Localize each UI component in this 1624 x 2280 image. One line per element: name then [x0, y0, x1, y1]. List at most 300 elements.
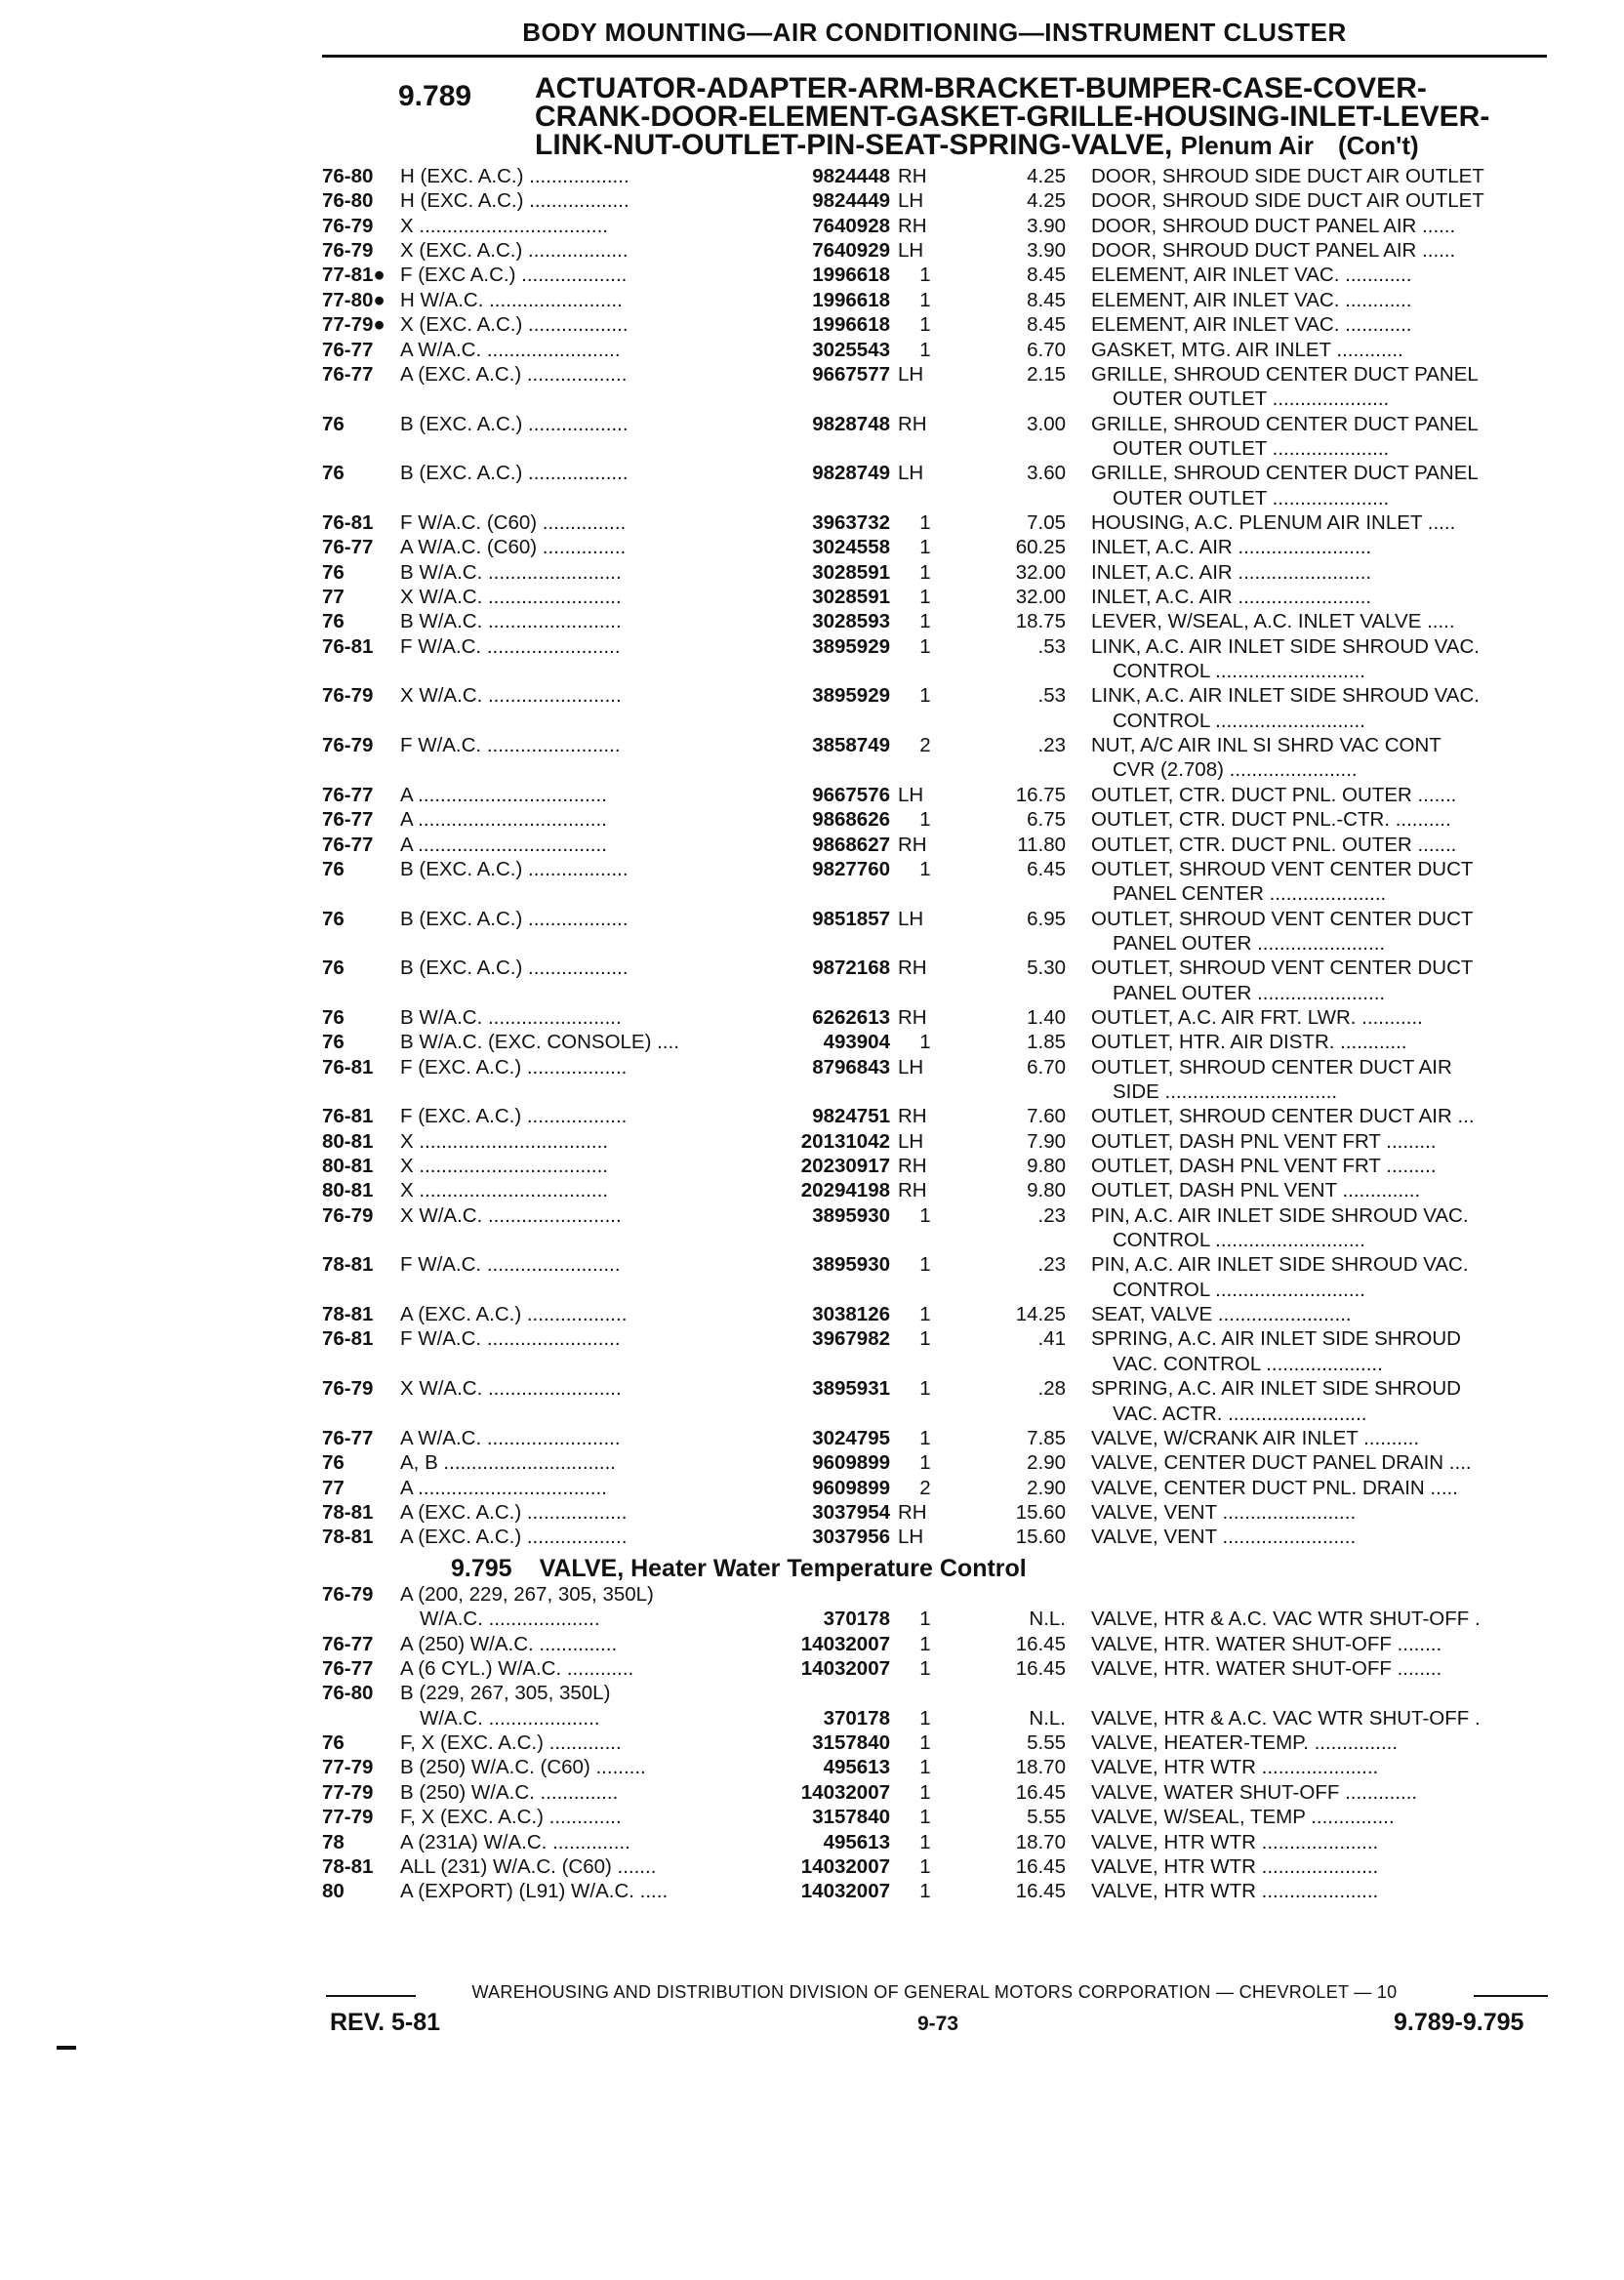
description-continued: CONTROL ...........................	[1113, 1229, 1365, 1251]
quantity: 1	[919, 1756, 931, 1779]
part-number: 14032007	[800, 1880, 890, 1903]
model-applicability: F (EXC. A.C.) ..................	[400, 1105, 628, 1128]
table-row	[0, 1129, 1624, 1154]
price: 5.55	[1027, 1731, 1066, 1755]
price: 4.25	[1027, 189, 1066, 213]
price: 2.90	[1027, 1476, 1066, 1499]
model-applicability: A ..................................	[400, 1476, 607, 1499]
table-row	[0, 1525, 1624, 1549]
quantity: RH	[898, 1005, 927, 1029]
model-years: 77-79●	[322, 313, 386, 337]
description: VALVE, HEATER-TEMP. ...............	[1091, 1731, 1399, 1755]
price: 7.90	[1027, 1129, 1066, 1153]
quantity: LH	[898, 1055, 924, 1079]
model-applicability: A (EXC. A.C.) ..................	[400, 1303, 628, 1326]
model-applicability: B (EXC. A.C.) ..................	[400, 907, 629, 930]
model-applicability: F, X (EXC. A.C.) .............	[400, 1731, 622, 1755]
quantity: 1	[919, 1451, 931, 1475]
model-years: 76	[322, 1005, 345, 1029]
quantity: 1	[919, 1608, 931, 1631]
price: 1.85	[1027, 1031, 1066, 1054]
description: INLET, A.C. AIR ........................	[1091, 536, 1372, 559]
description: HOUSING, A.C. PLENUM AIR INLET .....	[1091, 510, 1456, 534]
model-years: 76-79	[322, 734, 374, 757]
quantity: 1	[919, 536, 931, 559]
price: .23	[1037, 1203, 1066, 1227]
part-number: 7640928	[812, 214, 890, 237]
quantity: LH	[898, 462, 924, 485]
model-applicability: X ..................................	[400, 214, 609, 237]
model-years: 80-81	[322, 1155, 374, 1177]
quantity: 1	[919, 1657, 931, 1680]
model-years: 77-79	[322, 1780, 374, 1804]
model-years: 77	[322, 1476, 345, 1499]
description: VALVE, W/CRANK AIR INLET ..........	[1091, 1426, 1420, 1449]
model-applicability: H (EXC. A.C.) ..................	[400, 165, 629, 187]
model-applicability: A (EXC. A.C.) ..................	[400, 1500, 628, 1524]
model-applicability-continued: W/A.C. ....................	[420, 1608, 600, 1631]
price: 18.70	[1015, 1830, 1066, 1853]
model-years: 76-77	[322, 338, 374, 361]
model-years: 76	[322, 857, 345, 880]
description: VALVE, HTR. WATER SHUT-OFF ........	[1091, 1632, 1442, 1655]
table-row-continued	[0, 1278, 1624, 1302]
model-applicability: A ..................................	[400, 783, 607, 806]
model-applicability: H (EXC. A.C.) ..................	[400, 189, 629, 213]
model-years: 76-79	[322, 239, 374, 262]
price: 15.60	[1015, 1526, 1066, 1549]
part-number: 20230917	[800, 1155, 890, 1177]
part-number: 3028593	[812, 610, 890, 633]
description: OUTLET, SHROUD CENTER DUCT AIR	[1091, 1055, 1452, 1079]
part-number: 3157840	[812, 1806, 890, 1829]
part-number: 3024558	[812, 536, 890, 559]
section2-number: 9.795	[451, 1555, 512, 1582]
model-years: 76	[322, 1731, 345, 1755]
table-row-continued	[0, 757, 1624, 782]
part-number: 9609899	[812, 1451, 890, 1475]
model-years: 78-81	[322, 1253, 374, 1277]
table-row	[0, 1854, 1624, 1879]
section-title-line: ACTUATOR-ADAPTER-ARM-BRACKET-BUMPER-CASE-COVER-	[535, 72, 1427, 104]
description: DOOR, SHROUD SIDE DUCT AIR OUTLET	[1091, 165, 1484, 187]
description: GRILLE, SHROUD CENTER DUCT PANEL	[1091, 462, 1479, 485]
price: 6.75	[1027, 808, 1066, 832]
price: 16.45	[1015, 1657, 1066, 1680]
revision-label: REV. 5-81	[330, 2009, 441, 2036]
description: SPRING, A.C. AIR INLET SIDE SHROUD	[1091, 1377, 1461, 1401]
price: 6.95	[1027, 907, 1066, 930]
table-row	[0, 1706, 1624, 1730]
price: 6.70	[1027, 338, 1066, 361]
quantity: RH	[898, 412, 927, 435]
table-row-continued	[0, 436, 1624, 461]
table-row-continued	[0, 981, 1624, 1005]
quantity: RH	[898, 165, 927, 187]
model-applicability: X W/A.C. ........................	[400, 1377, 622, 1401]
description-continued: PANEL OUTER .......................	[1113, 931, 1386, 955]
model-years: 76-81	[322, 1327, 374, 1351]
table-row	[0, 783, 1624, 807]
table-row	[0, 1302, 1624, 1326]
quantity: 1	[919, 560, 931, 584]
table-row	[0, 1476, 1624, 1500]
quantity: 1	[919, 1706, 931, 1730]
quantity: 1	[919, 610, 931, 633]
description: GASKET, MTG. AIR INLET ............	[1091, 338, 1403, 361]
quantity: LH	[898, 1129, 924, 1153]
price: 8.45	[1027, 288, 1066, 311]
description: ELEMENT, AIR INLET VAC. ............	[1091, 313, 1412, 337]
description-continued: OUTER OUTLET .....................	[1113, 387, 1390, 411]
model-applicability: B (EXC. A.C.) ..................	[400, 412, 629, 435]
price: 9.80	[1027, 1179, 1066, 1202]
price: .53	[1037, 634, 1066, 658]
description: INLET, A.C. AIR ........................	[1091, 560, 1372, 584]
quantity: 1	[919, 808, 931, 832]
table-row	[0, 164, 1624, 188]
price: 3.00	[1027, 412, 1066, 435]
table-row	[0, 1055, 1624, 1079]
quantity: LH	[898, 783, 924, 806]
description: OUTLET, SHROUD CENTER DUCT AIR ...	[1091, 1105, 1475, 1128]
description: OUTLET, CTR. DUCT PNL. OUTER .......	[1091, 783, 1457, 806]
table-row	[0, 807, 1624, 832]
table-row-continued	[0, 881, 1624, 906]
price: 16.75	[1015, 783, 1066, 806]
description: OUTLET, SHROUD VENT CENTER DUCT	[1091, 857, 1474, 880]
model-years: 76-80	[322, 189, 374, 213]
model-years: 80-81	[322, 1129, 374, 1153]
price: 11.80	[1017, 833, 1066, 856]
part-number: 8796843	[812, 1055, 890, 1079]
quantity: 1	[919, 1377, 931, 1401]
model-applicability: A W/A.C. (C60) ...............	[400, 536, 627, 559]
table-row	[0, 1830, 1624, 1854]
table-row	[0, 1326, 1624, 1351]
table-row-continued	[0, 1079, 1624, 1104]
model-applicability: H W/A.C. ........................	[400, 288, 623, 311]
model-applicability: A ..................................	[400, 833, 607, 856]
description: OUTLET, SHROUD VENT CENTER DUCT	[1091, 907, 1474, 930]
description-continued: CONTROL ...........................	[1113, 1278, 1365, 1301]
price: .23	[1037, 734, 1066, 757]
model-years: 78-81	[322, 1500, 374, 1524]
part-number: 3963732	[812, 510, 890, 534]
price: 18.70	[1015, 1756, 1066, 1779]
price: N.L.	[1029, 1706, 1066, 1730]
description-continued: PANEL OUTER .......................	[1113, 981, 1386, 1004]
part-number: 370178	[823, 1706, 890, 1730]
part-number: 9828749	[812, 462, 890, 485]
table-row	[0, 338, 1624, 362]
model-applicability: A (EXPORT) (L91) W/A.C. .....	[400, 1880, 669, 1903]
description: OUTLET, DASH PNL VENT ..............	[1091, 1179, 1421, 1202]
price: 14.25	[1015, 1303, 1066, 1326]
description: DOOR, SHROUD DUCT PANEL AIR ......	[1091, 239, 1456, 262]
part-number: 9824449	[812, 189, 890, 213]
description: SEAT, VALVE ........................	[1091, 1303, 1352, 1326]
model-applicability: A, B ...............................	[400, 1451, 616, 1475]
table-row	[0, 1607, 1624, 1631]
model-years: 76-79	[322, 214, 374, 237]
table-row	[0, 412, 1624, 436]
model-applicability: X (EXC. A.C.) ..................	[400, 239, 629, 262]
table-row-continued	[0, 659, 1624, 683]
description: OUTLET, DASH PNL VENT FRT .........	[1091, 1155, 1437, 1177]
model-years: 76-77	[322, 808, 374, 832]
price: 18.75	[1015, 610, 1066, 633]
quantity: LH	[898, 1526, 924, 1549]
part-number: 3028591	[812, 586, 890, 608]
part-number: 9824448	[812, 165, 890, 187]
description: NUT, A/C AIR INL SI SHRD VAC CONT	[1091, 734, 1441, 757]
model-years: 76	[322, 907, 345, 930]
price: 4.25	[1027, 165, 1066, 187]
table-row	[0, 1500, 1624, 1525]
model-applicability: F (EXC. A.C.) ..................	[400, 1055, 628, 1079]
part-number: 7640929	[812, 239, 890, 262]
table-row	[0, 312, 1624, 337]
price: 2.90	[1027, 1451, 1066, 1475]
price: 3.60	[1027, 462, 1066, 485]
model-years: 76-77	[322, 536, 374, 559]
quantity: LH	[898, 907, 924, 930]
table-row-continued	[0, 1352, 1624, 1376]
part-number: 3895930	[812, 1203, 890, 1227]
model-applicability: A W/A.C. ........................	[400, 1426, 621, 1449]
model-applicability: F W/A.C. (C60) ...............	[400, 510, 627, 534]
table-row	[0, 288, 1624, 312]
model-applicability: B (EXC. A.C.) ..................	[400, 857, 629, 880]
description: VALVE, HTR & A.C. VAC WTR SHUT-OFF .	[1091, 1706, 1481, 1730]
table-row	[0, 1426, 1624, 1450]
description: SPRING, A.C. AIR INLET SIDE SHROUD	[1091, 1327, 1461, 1351]
quantity: 1	[919, 510, 931, 534]
price: 2.15	[1027, 362, 1066, 386]
price: 7.85	[1027, 1426, 1066, 1449]
part-number: 3037956	[812, 1526, 890, 1549]
quantity: 1	[919, 634, 931, 658]
part-number: 3895929	[812, 684, 890, 708]
table-row	[0, 956, 1624, 980]
quantity: 1	[919, 1780, 931, 1804]
model-years: 76-81	[322, 1105, 374, 1128]
model-years: 76	[322, 610, 345, 633]
model-applicability: F W/A.C. ........................	[400, 734, 621, 757]
model-years: 80	[322, 1880, 345, 1903]
model-applicability: X ..................................	[400, 1155, 609, 1177]
part-number: 3024795	[812, 1426, 890, 1449]
quantity: RH	[898, 1155, 927, 1177]
part-number: 3028591	[812, 560, 890, 584]
model-years: 77-80●	[322, 288, 386, 311]
quantity: 1	[919, 1253, 931, 1277]
quantity: 1	[919, 288, 931, 311]
table-row	[0, 1582, 1624, 1607]
part-number: 1996618	[812, 313, 890, 337]
quantity: 1	[919, 1031, 931, 1054]
model-applicability: B (229, 267, 305, 350L)	[400, 1682, 611, 1705]
description: VALVE, VENT ........................	[1091, 1500, 1357, 1524]
description: VALVE, WATER SHUT-OFF .............	[1091, 1780, 1418, 1804]
part-number: 9667577	[812, 362, 890, 386]
part-number: 14032007	[800, 1854, 890, 1878]
price: .53	[1037, 684, 1066, 708]
model-years: 78-81	[322, 1854, 374, 1878]
part-number: 3895931	[812, 1377, 890, 1401]
table-row	[0, 1005, 1624, 1030]
table-row	[0, 1252, 1624, 1277]
model-applicability: A (6 CYL.) W/A.C. ............	[400, 1657, 634, 1680]
quantity: 1	[919, 586, 931, 608]
table-row	[0, 1755, 1624, 1779]
part-number: 3025543	[812, 338, 890, 361]
table-row	[0, 238, 1624, 263]
price: 60.25	[1015, 536, 1066, 559]
price: 9.80	[1027, 1155, 1066, 1177]
page-number: 9-73	[917, 2013, 959, 2035]
part-number: 9828748	[812, 412, 890, 435]
table-row	[0, 1730, 1624, 1755]
model-years: 76-81	[322, 1055, 374, 1079]
part-number: 6262613	[812, 1005, 890, 1029]
quantity: 1	[919, 1426, 931, 1449]
model-years: 76-80	[322, 165, 374, 187]
part-number: 3858749	[812, 734, 890, 757]
model-years: 76-77	[322, 1632, 374, 1655]
model-applicability-continued: W/A.C. ....................	[420, 1706, 600, 1730]
quantity: LH	[898, 189, 924, 213]
description: OUTLET, CTR. DUCT PNL.-CTR. ..........	[1091, 808, 1451, 832]
price: N.L.	[1029, 1608, 1066, 1631]
model-applicability: X W/A.C. ........................	[400, 586, 622, 608]
model-applicability: A (200, 229, 267, 305, 350L)	[400, 1583, 654, 1606]
section-title-line: CRANK-DOOR-ELEMENT-GASKET-GRILLE-HOUSING-INLET-LEVER-	[535, 101, 1490, 133]
table-row	[0, 362, 1624, 387]
model-years: 76-77	[322, 783, 374, 806]
section-number: 9.789	[398, 80, 472, 112]
quantity: 1	[919, 1806, 931, 1829]
description: OUTLET, DASH PNL VENT FRT .........	[1091, 1129, 1437, 1153]
footer-division: WAREHOUSING AND DISTRIBUTION DIVISION OF GENERAL MOTORS CORPORATION — CHEVROLET — 10	[471, 1982, 1398, 2002]
section-header: BODY MOUNTING—AIR CONDITIONING—INSTRUMENT CLUSTER	[522, 18, 1347, 47]
description-continued: OUTER OUTLET .....................	[1113, 436, 1390, 460]
description: VALVE, CENTER DUCT PANEL DRAIN ....	[1091, 1451, 1472, 1475]
table-row	[0, 1030, 1624, 1054]
model-years: 76-79	[322, 1583, 374, 1606]
table-row	[0, 1376, 1624, 1401]
description: ELEMENT, AIR INLET VAC. ............	[1091, 264, 1412, 287]
description-continued: VAC. CONTROL .....................	[1113, 1352, 1383, 1375]
model-applicability: X W/A.C. ........................	[400, 684, 622, 708]
model-years: 78-81	[322, 1526, 374, 1549]
table-row	[0, 1104, 1624, 1128]
table-row	[0, 683, 1624, 708]
table-row-continued	[0, 931, 1624, 956]
model-years: 77-81●	[322, 264, 386, 287]
price: 32.00	[1015, 586, 1066, 608]
price: 3.90	[1027, 214, 1066, 237]
model-years: 76	[322, 1451, 345, 1475]
table-row	[0, 263, 1624, 287]
description-continued: CONTROL ...........................	[1113, 660, 1365, 682]
quantity: 1	[919, 1830, 931, 1853]
model-applicability: A W/A.C. ........................	[400, 338, 621, 361]
description-continued: SIDE ...............................	[1113, 1080, 1338, 1103]
table-row-continued	[0, 709, 1624, 733]
description: LINK, A.C. AIR INLET SIDE SHROUD VAC.	[1091, 684, 1480, 708]
table-row	[0, 1805, 1624, 1829]
quantity: LH	[898, 239, 924, 262]
price: 16.45	[1015, 1780, 1066, 1804]
description: OUTLET, A.C. AIR FRT. LWR. ...........	[1091, 1005, 1423, 1029]
part-number: 3895929	[812, 634, 890, 658]
price: 5.55	[1027, 1806, 1066, 1829]
model-years: 76-77	[322, 833, 374, 856]
model-years: 77	[322, 586, 345, 608]
price: 32.00	[1015, 560, 1066, 584]
description: OUTLET, HTR. AIR DISTR. ............	[1091, 1031, 1407, 1054]
section2-title: VALVE, Heater Water Temperature Control	[539, 1555, 1027, 1582]
part-number: 20294198	[800, 1179, 890, 1202]
part-number: 3895930	[812, 1253, 890, 1277]
description: LINK, A.C. AIR INLET SIDE SHROUD VAC.	[1091, 634, 1480, 658]
description: DOOR, SHROUD DUCT PANEL AIR ......	[1091, 214, 1456, 237]
model-applicability: F W/A.C. ........................	[400, 634, 621, 658]
table-row-continued	[0, 1228, 1624, 1252]
model-years: 76	[322, 462, 345, 485]
part-number: 9868626	[812, 808, 890, 832]
model-applicability: F W/A.C. ........................	[400, 1253, 621, 1277]
part-number: 495613	[823, 1756, 890, 1779]
part-number: 9827760	[812, 857, 890, 880]
quantity: 1	[919, 684, 931, 708]
model-applicability: A (EXC. A.C.) ..................	[400, 1526, 628, 1549]
part-number: 493904	[823, 1031, 890, 1054]
model-years: 78	[322, 1830, 345, 1853]
quantity: 1	[919, 1303, 931, 1326]
model-applicability: B (EXC. A.C.) ..................	[400, 462, 629, 485]
description: GRILLE, SHROUD CENTER DUCT PANEL	[1091, 412, 1479, 435]
quantity: RH	[898, 1500, 927, 1524]
quantity: RH	[898, 214, 927, 237]
model-years: 78-81	[322, 1303, 374, 1326]
table-row	[0, 1154, 1624, 1178]
table-row-continued	[0, 486, 1624, 510]
model-applicability: F, X (EXC. A.C.) .............	[400, 1806, 622, 1829]
description: INLET, A.C. AIR ........................	[1091, 586, 1372, 608]
price: 8.45	[1027, 264, 1066, 287]
model-years: 76	[322, 1031, 345, 1054]
part-number: 9872168	[812, 957, 890, 980]
model-applicability: X ..................................	[400, 1179, 609, 1202]
model-years: 76-79	[322, 684, 374, 708]
quantity: LH	[898, 362, 924, 386]
model-applicability: ALL (231) W/A.C. (C60) .......	[400, 1854, 657, 1878]
quantity: 2	[919, 1476, 931, 1499]
description: VALVE, W/SEAL, TEMP ...............	[1091, 1806, 1395, 1829]
section2-heading	[451, 1555, 1027, 1583]
model-applicability: B (250) W/A.C. ..............	[400, 1780, 619, 1804]
description: VALVE, HTR WTR .....................	[1091, 1854, 1379, 1878]
model-applicability: A (250) W/A.C. ..............	[400, 1632, 618, 1655]
model-applicability: A ..................................	[400, 808, 607, 832]
description: VALVE, CENTER DUCT PNL. DRAIN .....	[1091, 1476, 1458, 1499]
price: 1.40	[1027, 1005, 1066, 1029]
quantity: 1	[919, 1632, 931, 1655]
table-row	[0, 733, 1624, 757]
